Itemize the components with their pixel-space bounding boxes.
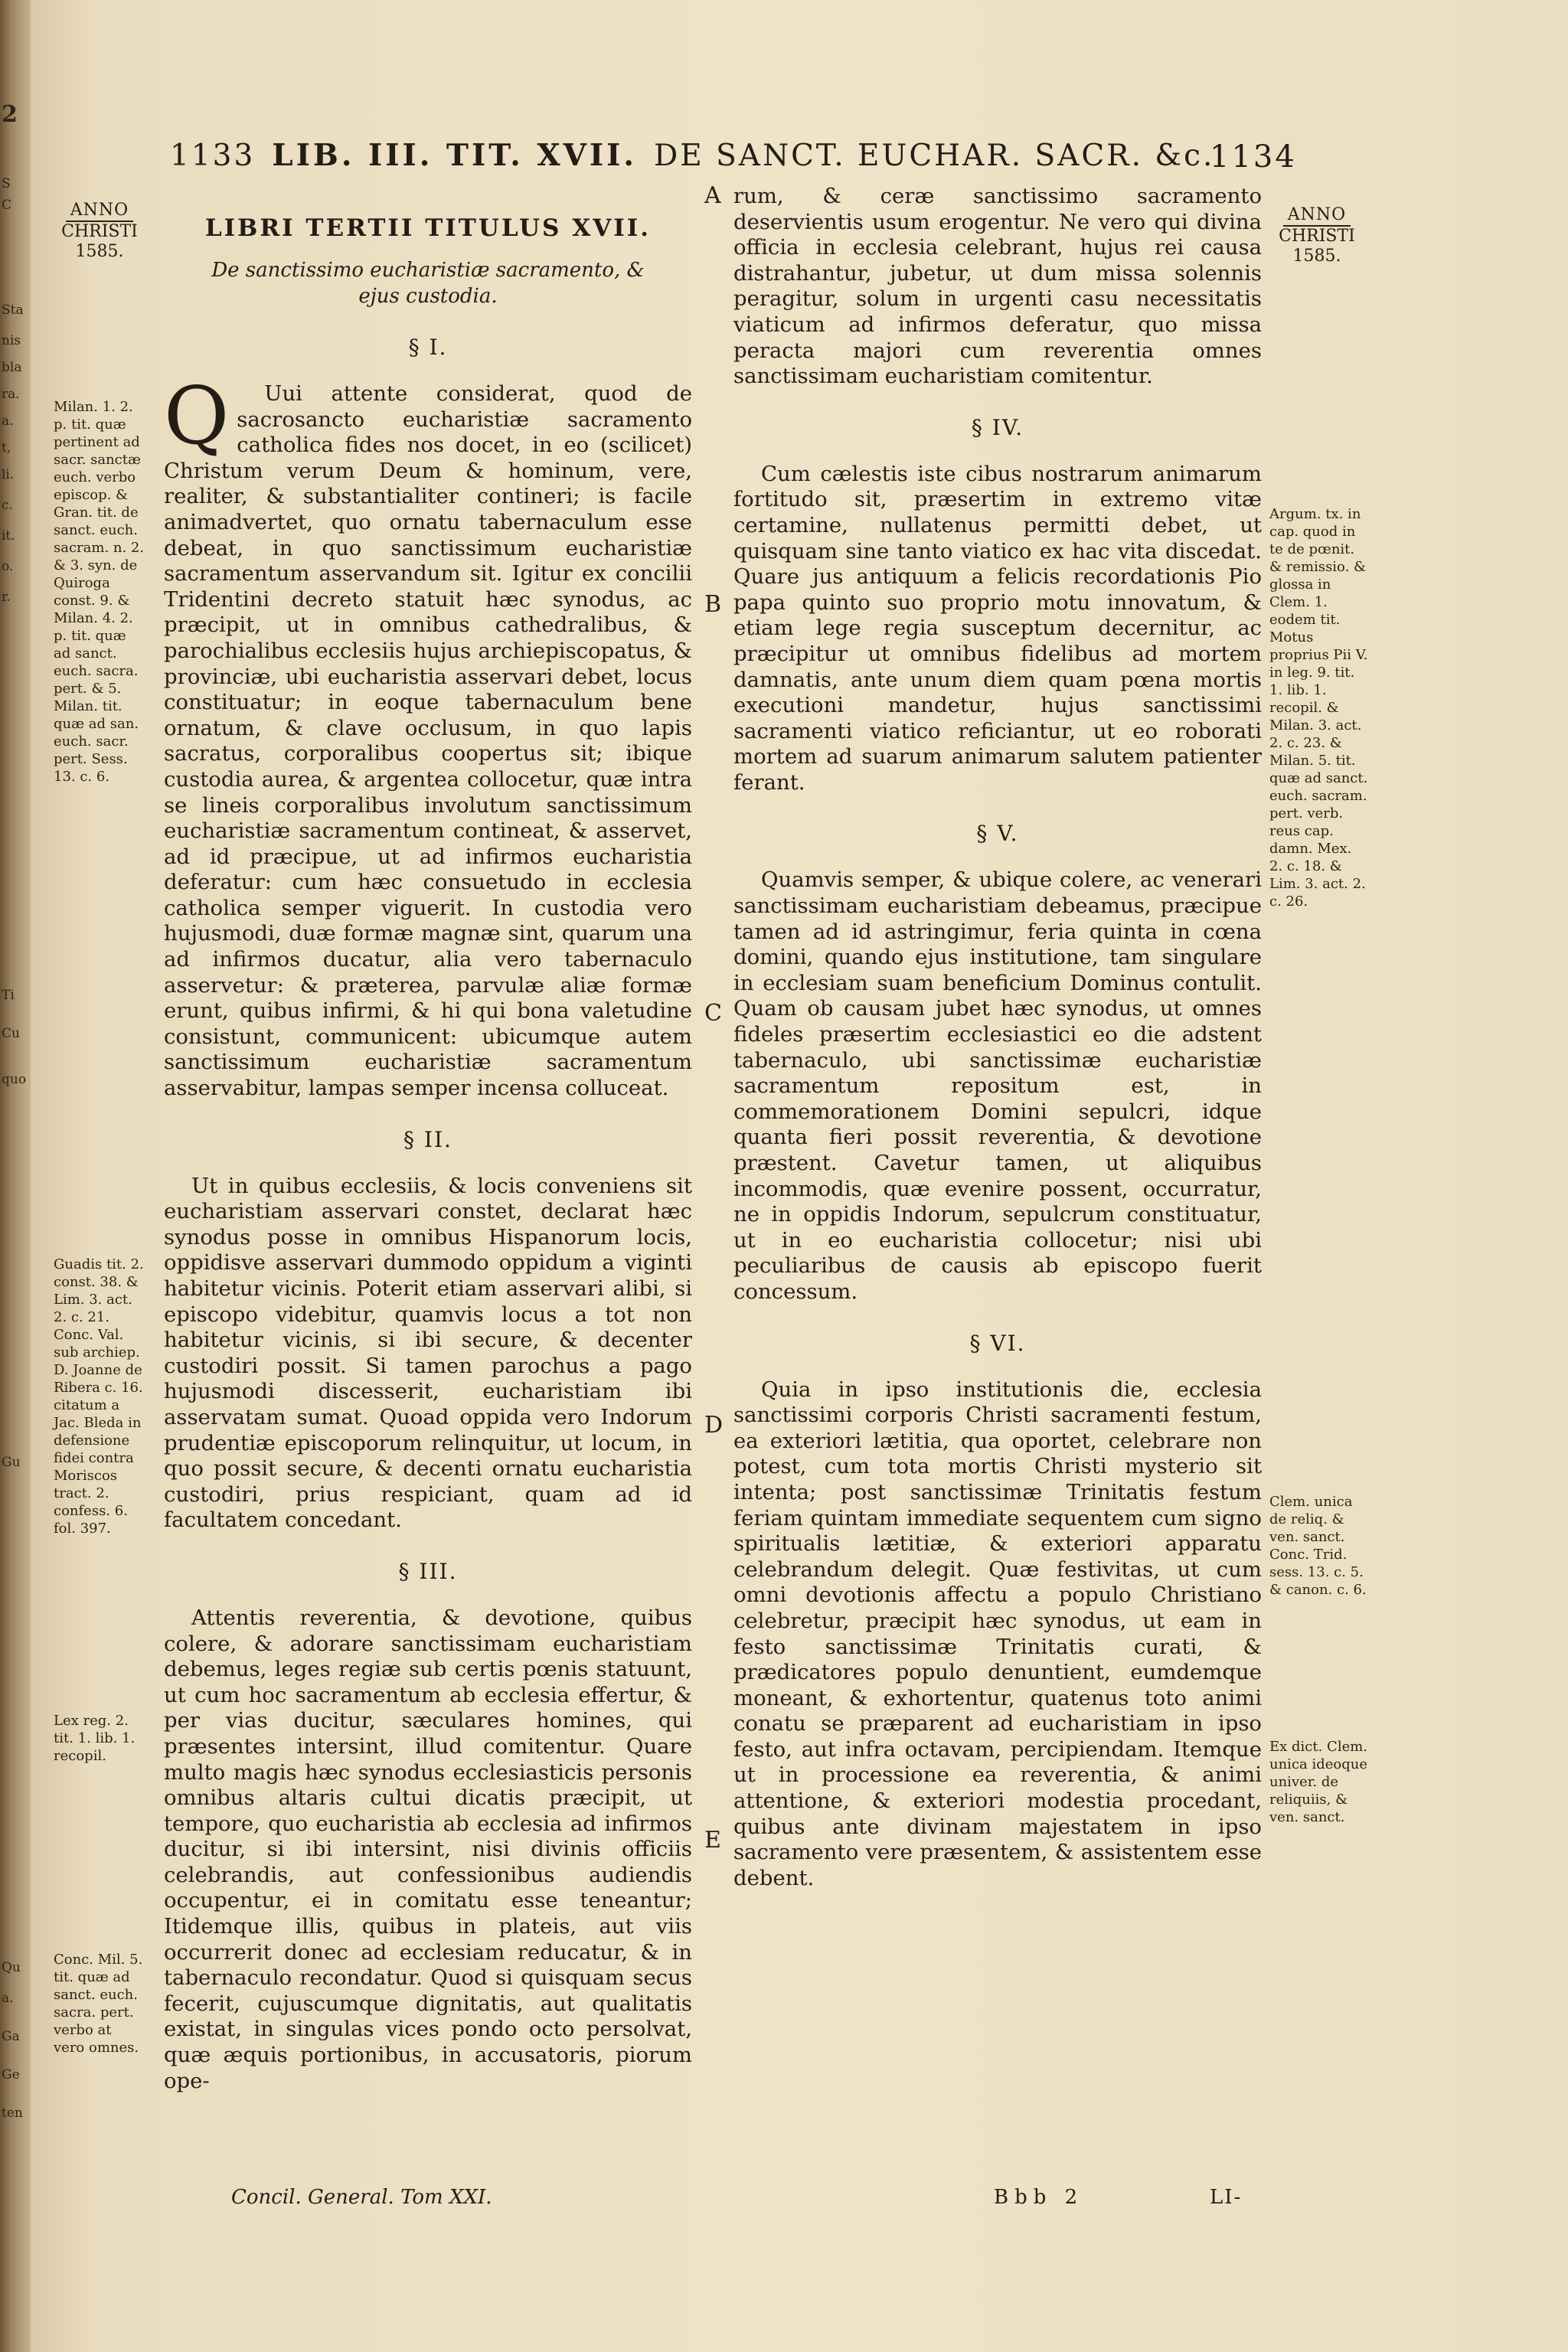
gutter-fragment: o.: [2, 559, 14, 574]
section-4-text: Cum cælestis iste cibus nostrarum animarum fortitudo sit, præsertim in extremo vitæ certamine, nullatenus permitti debet, ut quisquam sine tanto viatico ex hac vita discedat. Quare jus antiquum a felicis recordationis Pio papa quinto suo proprio motu innovatum, & etiam lege regia susceptum decernitur, ac præcipitur ut omnibus fidelibus ad mortem damnatis, ante unum diem quam pœna mortis executioni mandetur, hujus sanctissimi sacramenti viatico reficiantur, ut eo roborati mortem ad suarum animarum salutem patienter ferant.: [733, 461, 1262, 795]
running-title: LIB. III. TIT. XVII.: [272, 138, 637, 173]
gutter-fragment: Ge: [2, 2067, 20, 2082]
margin-note: Clem. unica de reliq. & ven. sanct. Conc. Trid. sess. 13. c. 5. & canon. c. 6.: [1269, 1494, 1367, 1598]
gutter-fragment: r.: [2, 590, 11, 605]
drop-cap: Q: [164, 369, 230, 462]
gutter-fragment: c.: [2, 498, 13, 513]
continuation-text: rum, & ceræ sanctissimo sacramento deservientis usum erogentur. Ne vero qui divina officia in ecclesia celebrant, hujus rei causa distrahantur, jubetur, ut dum missa solennis peragitur, solum in urgenti casu necessitatis viaticum ad infirmos deferatur, quo missa peracta majori cum reverentia omnes sanctissimam eucharistiam comitentur.: [733, 184, 1262, 389]
book-page: [31, 0, 1568, 2352]
gutter-fragment: t,: [2, 440, 11, 456]
gutter-fragment: bla: [2, 360, 22, 375]
section-5-text: Quamvis semper, & ubique colere, ac venerari sanctissimam eucharistiam debeamus, præcipue tamen ad id astringimur, feria quinta in cœna domini, quando ejus institutione, tam singulare in ecclesiam suam beneficium Dominus contulit. Quam ob causam jubet hæc synodus, ut omnes fideles præsertim ecclesiastici eo die adstent tabernaculo, ubi sanctissimæ eucharistiæ sacramentum repositum est, in commemorationem Domini sepulcri, idque quanta fieri possit reverentia, & devotione præstent. Cavetur tamen, ut aliquibus incommodis, quæ evenire possent, occurratur, ne in oppidis Indorum, sepulcrum constituatur, ut in eo eucharistia collocetur; nisi ubi peculiaribus de causis ab episcopo fuerit concessum.: [733, 867, 1262, 1304]
page-number-right: 1134: [1210, 139, 1297, 175]
gutter-fragment: Cu: [2, 1026, 20, 1041]
margin-letter: B: [704, 591, 722, 618]
gutter-fragment: Ti: [2, 988, 15, 1003]
gutter-fragment: C: [2, 198, 12, 213]
gutter-fragment: Sta: [2, 302, 24, 318]
gutter-fragment: it.: [2, 528, 15, 544]
anno-christi-left: [46, 201, 153, 262]
book-gutter: [0, 0, 31, 2352]
section-label: § IV.: [971, 414, 1024, 440]
right-column: [733, 184, 1262, 1891]
running-subject: DE SANCT. EUCHAR. SACR. &c.: [653, 139, 1215, 173]
footer-signature: Bbb 2: [994, 2186, 1084, 2209]
gutter-fragment: ten: [2, 2105, 23, 2121]
section-label: § II.: [403, 1126, 452, 1152]
anno-label: ANNO: [66, 201, 133, 222]
page-number-left: 1133: [170, 139, 256, 173]
section-1-text: [164, 369, 692, 1102]
gutter-fragment: S: [2, 176, 11, 191]
margin-letter: E: [704, 1827, 721, 1854]
gutter-fragment: ra.: [2, 387, 20, 402]
margin-note: Milan. 1. 2. p. tit. quæ pertinent ad sacr. sanctæ euch. verbo episcop. & Gran. tit. de sanct. euch. sacram. n. 2. & 3. syn. de Quiroga const. 9. & Milan. 4. 2. p. tit. quæ ad sanct. euch. sacra. pert. & 5. Milan. tit. quæ ad san. euch. sacr. pert. Sess. 13. c. 6.: [54, 399, 145, 785]
section-2-text: Ut in quibus ecclesiis, & locis conveniens sit eucharistiam asservari constet, declarat hæc synodus posse in omnibus Hispanorum locis, oppidisve asservari dummodo oppidum a viginti habitetur vicinis. Poterit etiam asservari alibi, si episcopo videbitur, quamvis locus a tot non habitetur vicinis, si ibi secure, & decenter custodiri possit. Si tamen parochus a pago hujusmodi discesserit, eucharistiam ibi asservatam sumat. Quoad oppida vero Indorum prudentiæ episcoporum relinquitur, ut locum, in quo possit secure, & decenti ornatu eucharistia custodiri, prius respiciant, quam ad id facultatem concedant.: [164, 1173, 692, 1533]
left-column: [164, 213, 692, 2094]
gutter-fragment: a.: [2, 413, 14, 429]
margin-note: Guadis tit. 2. const. 38. & Lim. 3. act. 2. c. 21. Conc. Val. sub archiep. D. Joanne de Ribera c. 16. citatum a Jac. Bleda in defensione fidei contra Moriscos tract. 2. confess. 6. fol. 397.: [54, 1256, 144, 1537]
section-label: § V.: [976, 821, 1019, 847]
title-subheading: De sanctissimo eucharistiæ sacramento, & ejus custodia.: [211, 259, 645, 308]
section-label: § VI.: [969, 1330, 1026, 1356]
margin-note: Ex dict. Clem. unica ideoque univer. de reliquiis, & ven. sanct.: [1269, 1739, 1368, 1825]
margin-letter: C: [704, 1000, 722, 1027]
margin-note: Conc. Mil. 5. tit. quæ ad sanct. euch. sacra. pert. verbo at vero omnes.: [54, 1952, 143, 2056]
section-6-text: Quia in ipso institutionis die, ecclesia sanctissimi corporis Christi sacramenti festum, ea exteriori lætitia, qua oportet, celebrare non potest, cum tota mortis Christi mysterio sit intenta; post sanctissimæ Trinitatis festum feriam quintam immediate sequentem cum signo spiritualis lætitiæ, & exteriori apparatu celebrandum delegit. Quæ festivitas, ut cum omni devotionis affectu a populo Christiano celebretur, præcipit hæc synodus, ut eam in festo sanctissimæ Trinitatis curati, & prædicatores populo denuntient, eumdemque moneant, & exhortentur, quatenus toto animi conatu se præparent ad eucharistiam in ipso festo, aut infra octavam, percipiendam. Itemque ut in processione ea reverentia, & animi attentione, & exteriori modestia procedant, quibus ante divinam majestatem in ipso sacramento vere præsentem, & assistentem esse debent.: [733, 1377, 1262, 1890]
margin-letter: D: [704, 1412, 724, 1439]
gutter-fragment: Ga: [2, 2029, 20, 2044]
title-heading: LIBRI TERTII TITULUS XVII.: [204, 214, 652, 242]
gutter-fragment: 2: [2, 101, 18, 128]
anno-label: ANNO: [1283, 205, 1351, 227]
running-head: [170, 138, 1280, 184]
section-label: § III.: [398, 1558, 458, 1584]
margin-letter: A: [704, 182, 721, 209]
margin-note: Argum. tx. in cap. quod in te de pœnit. & remissio. & glossa in Clem. 1. eodem tit. Motus proprius Pii V. in leg. 9. tit. 1. lib. 1. recopil. & Milan. 3. act. 2. c. 23. & Milan. 5. tit. quæ ad sanct. euch. sacram. pert. verb. reus cap. damn. Mex. 2. c. 18. & Lim. 3. act. 2. c. 26.: [1269, 506, 1368, 910]
gutter-fragment: Qu: [2, 1960, 21, 1975]
margin-note: Lex reg. 2. tit. 1. lib. 1. recopil.: [54, 1713, 136, 1764]
anno-christi-right: [1263, 205, 1370, 266]
footer-volume: Concil. General. Tom XXI.: [231, 2186, 492, 2209]
footer-catchword: LI-: [1210, 2186, 1243, 2209]
christi-label: CHRISTI: [1279, 227, 1355, 246]
christi-label: CHRISTI: [61, 222, 138, 241]
gutter-fragment: li.: [2, 467, 15, 482]
gutter-fragment: Gu: [2, 1455, 21, 1470]
anno-year: 1585.: [75, 242, 124, 261]
gutter-fragment: nis: [2, 333, 21, 348]
gutter-fragment: quo: [2, 1072, 27, 1087]
section-label: § I.: [408, 335, 448, 360]
anno-year: 1585.: [1292, 247, 1341, 266]
gutter-fragment: a.: [2, 1991, 14, 2006]
section-3-text: Attentis reverentia, & devotione, quibus colere, & adorare sanctissimam eucharistiam debemus, leges regiæ sub certis pœnis statuunt, ut cum hoc sacramentum ab ecclesia effertur, & per vias ducitur, sæculares homines, qui præsentes intersint, illud comitentur. Quare multo magis hæc synodus ecclesiasticis personis omnibus altaris cultui dicatis præcipit, ut tempore, quo eucharistia ab ecclesia ad infirmos ducitur, si ibi intersint, nisi divinis officiis celebrandis, aut confessionibus audiendis occupentur, ei in comitatu esse teneantur; Itidemque illis, quibus in plateis, aut viis occurrerit donec ad ecclesiam reducatur, & in tabernaculo recondatur. Quod si quisquam secus fecerit, cujuscumque dignitatis, aut qualitatis existat, in singulas vices pondo octo persolvat, quæ æquis portionibus, in accusatoris, piorum ope-: [164, 1605, 692, 2093]
section-1-body: Uui attente considerat, quod de sacrosancto eucharistiæ sacramento catholica fides nos docet, in eo (scilicet) Christum verum Deum & hominum, vere, realiter, & substantialiter contineri; is facile animadvertet, quo ornatu tabernaculum esse debeat, in quo sanctissimum eucharistiæ sacramentum asservandum sit. Igitur ex concilii Tridentini decreto statuit hæc synodus, ac præcipit, ut in omnibus cathedralibus, & parochialibus ecclesiis hujus archiepiscopatus, & provinciæ, ubi eucharistia asservari debet, locus constituatur; in eoque tabernaculum bene ornatum, & clave occlusum, in quo lapis sacratus, corporalibus coopertus sit; ibique custodia aurea, & argentea collocetur, quæ intra se lineis corporalibus involutum sanctissimum eucharistiæ sacramentum contineat, & asservet, ad id præcipue, ut ad infirmos eucharistia deferatur: cum hæc consuetudo in ecclesia catholica semper viguerit. In custodia vero hujusmodi, duæ formæ magnæ sint, quarum una ad infirmos ducatur, alia vero tabernaculo asservetur: & præterea, parvulæ aliæ formæ erunt, quibus infirmi, & hi qui bona valetudine consistunt, communicent: ubicumque autem sanctissimum eucharistiæ sacramentum asservabitur, lampas semper incensa colluceat.: [164, 381, 692, 1101]
